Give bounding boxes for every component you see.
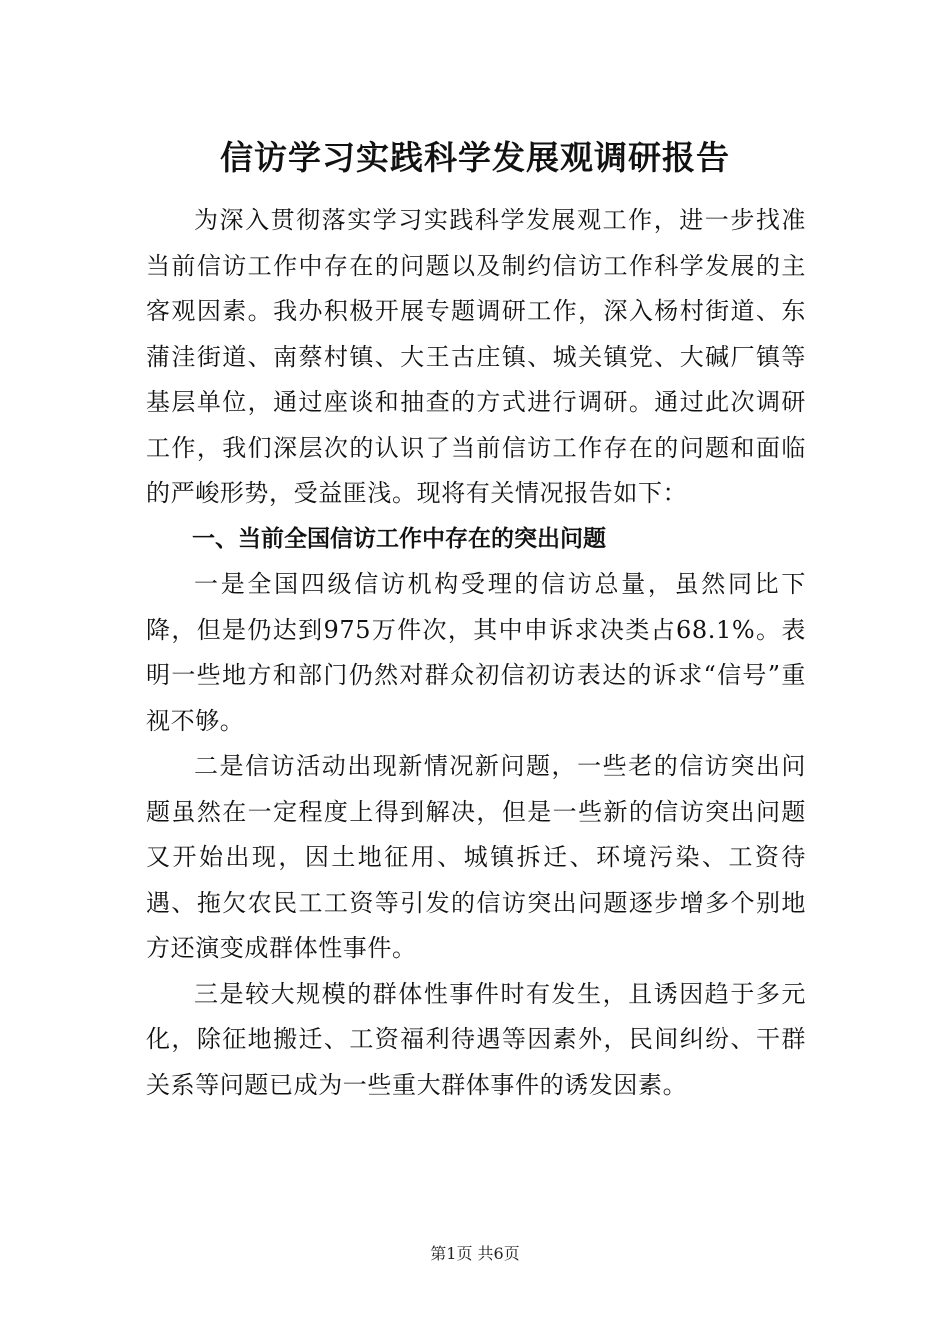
document-title: 信访学习实践科学发展观调研报告 <box>220 138 730 177</box>
document-body <box>146 198 806 1108</box>
body-paragraph: 一是全国四级信访机构受理的信访总量，虽然同比下降，但是仍达到975万件次，其中申诉求决类占68.1%。表明一些地方和部门仍然对群众初信初访表达的诉求“信号”重视不够。 <box>146 570 806 735</box>
body-paragraph: 二是信访活动出现新情况新问题，一些老的信访突出问题虽然在一定程度上得到解决，但是一些新的信访突出问题又开始出现，因土地征用、城镇拆迁、环境污染、工资待遇、拖欠农民工工资等引发的信访突出问题逐步增多个别地方还演变成群体性事件。 <box>146 752 806 962</box>
intro-paragraph: 为深入贯彻落实学习实践科学发展观工作，进一步找准当前信访工作中存在的问题以及制约信访工作科学发展的主客观因素。我办积极开展专题调研工作，深入杨村街道、东蒲洼街道、南蔡村镇、大王古庄镇、城关镇党、大碱厂镇等基层单位，通过座谈和抽查的方式进行调研。通过此次调研工作，我们深层次的认识了当前信访工作存在的问题和面临的严峻形势，受益匪浅。现将有关情况报告如下： <box>146 206 806 507</box>
section-heading: 一、当前全国信访工作中存在的突出问题 <box>192 525 606 552</box>
page-footer: 第1页 共6页 <box>430 1244 520 1263</box>
body-paragraph: 三是较大规模的群体性事件时有发生，且诱因趋于多元化，除征地搬迁、工资福利待遇等因素外，民间纠纷、干群关系等问题已成为一些重大群体事件的诱发因素。 <box>146 979 806 1099</box>
